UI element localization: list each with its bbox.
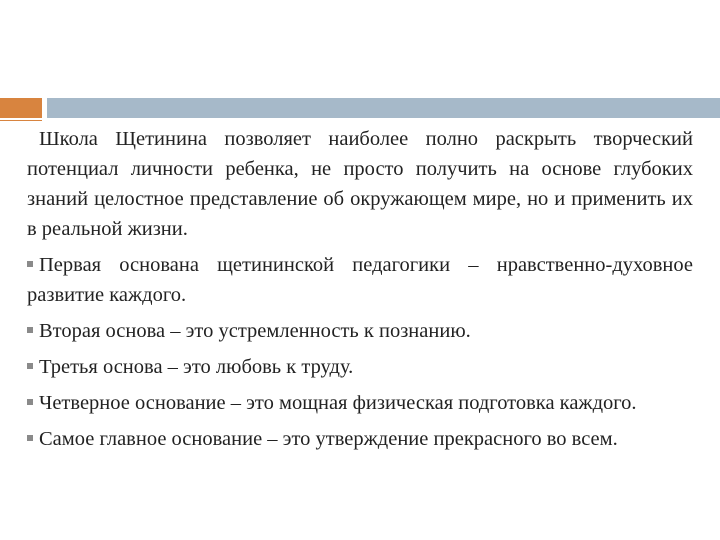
bullet-text: Первая основана щетининской педагогики – нравственно-духовное развитие каждого. [27, 254, 693, 306]
slide-body [27, 124, 693, 460]
bullet-item [27, 388, 693, 418]
bullet-text: Четверное основание – это мощная физическая подготовка каждого. [39, 392, 637, 414]
bullet-item [27, 352, 693, 382]
bullet-item [27, 316, 693, 346]
accent-orange-block [0, 98, 42, 118]
bullet-marker-icon [27, 399, 33, 405]
bullet-text: Самое главное основание – это утверждение прекрасного во всем. [39, 428, 618, 450]
bullet-marker-icon [27, 327, 33, 333]
bullet-text: Третья основа – это любовь к труду. [39, 356, 354, 378]
bullet-marker-icon [27, 261, 33, 267]
accent-orange-line [0, 120, 42, 121]
accent-blue-block [47, 98, 720, 118]
bullet-text: Вторая основа – это устремленность к познанию. [39, 320, 471, 342]
bullet-item [27, 424, 693, 454]
intro-paragraph: Школа Щетинина позволяет наиболее полно раскрыть творческий потенциал личности ребенка, не просто получить на основе глубоких знаний целостное представление об окружающем мире, но и применить их в реальной жизни. [27, 128, 693, 240]
bullet-marker-icon [27, 435, 33, 441]
bullet-item [27, 250, 693, 310]
bullet-marker-icon [27, 363, 33, 369]
title-accent-bar [0, 98, 720, 118]
